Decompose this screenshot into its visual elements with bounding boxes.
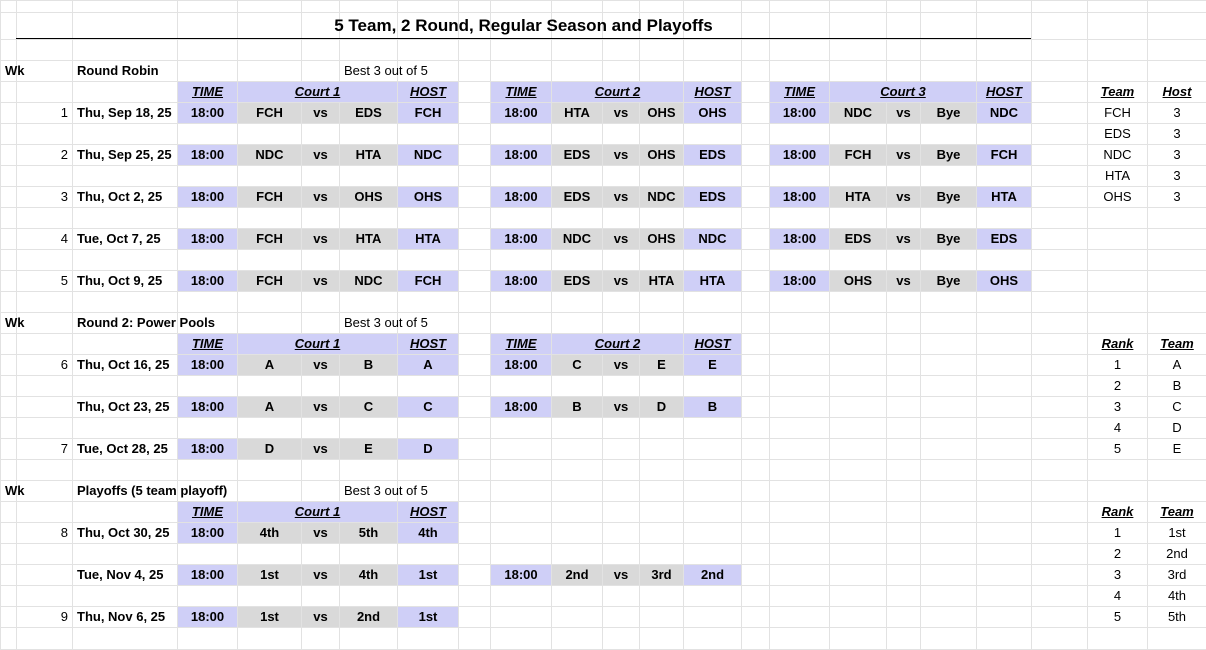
c2-vs: vs bbox=[603, 187, 639, 207]
c3-team-b[interactable]: Bye bbox=[921, 187, 976, 207]
c2-game-time[interactable]: 18:00 bbox=[491, 187, 551, 207]
rank_table_1-team[interactable]: D bbox=[1172, 420, 1182, 435]
c1-game-host[interactable]: 1st bbox=[398, 565, 458, 585]
c3-team-a[interactable]: FCH bbox=[830, 145, 886, 165]
wk-label: Wk bbox=[5, 483, 25, 498]
c2-game-host[interactable]: E bbox=[684, 355, 741, 375]
c1-team-a[interactable]: FCH bbox=[238, 103, 301, 123]
c2-court-header: Court 2 bbox=[552, 82, 683, 102]
c1-team-b[interactable]: 2nd bbox=[340, 607, 397, 627]
c3-game-time[interactable]: 18:00 bbox=[770, 145, 829, 165]
c2-team-b[interactable]: E bbox=[640, 355, 683, 375]
c1-team-a[interactable]: A bbox=[238, 355, 301, 375]
host_table-host[interactable]: 3 bbox=[1173, 168, 1181, 183]
host_table-host[interactable]: 3 bbox=[1173, 189, 1181, 204]
c1-game-time[interactable]: 18:00 bbox=[178, 103, 237, 123]
c1-game-host[interactable]: HTA bbox=[398, 229, 458, 249]
c1-host-header: HOST bbox=[398, 502, 458, 522]
c1-game-host[interactable]: 4th bbox=[398, 523, 458, 543]
c3-game-host[interactable]: FCH bbox=[977, 145, 1031, 165]
c3-vs: vs bbox=[887, 145, 920, 165]
game-date: Thu, Oct 16, 25 bbox=[77, 357, 170, 372]
c2-game-time[interactable]: 18:00 bbox=[491, 103, 551, 123]
c1-game-time[interactable]: 18:00 bbox=[178, 397, 237, 417]
host_table-col1-header: Team bbox=[1100, 84, 1135, 99]
host_table-team[interactable]: HTA bbox=[1104, 168, 1131, 183]
rank_table_2-team[interactable]: 3rd bbox=[1167, 567, 1187, 582]
game-date: Thu, Oct 30, 25 bbox=[77, 525, 170, 540]
c1-host-header: HOST bbox=[398, 82, 458, 102]
c3-time-header: TIME bbox=[770, 82, 829, 102]
c1-team-b[interactable]: NDC bbox=[340, 271, 397, 291]
c3-game-time[interactable]: 18:00 bbox=[770, 229, 829, 249]
c3-team-b[interactable]: Bye bbox=[921, 271, 976, 291]
c1-vs: vs bbox=[302, 145, 339, 165]
c1-team-a[interactable]: 4th bbox=[238, 523, 301, 543]
game-date: Thu, Nov 6, 25 bbox=[77, 609, 166, 624]
c1-vs: vs bbox=[302, 187, 339, 207]
c1-team-a[interactable]: 1st bbox=[238, 607, 301, 627]
c2-team-a[interactable]: C bbox=[552, 355, 602, 375]
wk-label: Wk bbox=[5, 63, 25, 78]
c2-host-header: HOST bbox=[684, 334, 741, 354]
wk-label: Wk bbox=[5, 315, 25, 330]
c3-team-a[interactable]: NDC bbox=[830, 103, 886, 123]
c1-vs: vs bbox=[302, 439, 339, 459]
c1-game-host[interactable]: C bbox=[398, 397, 458, 417]
rank_table_2-rank[interactable]: 2 bbox=[1113, 546, 1122, 561]
week-number bbox=[17, 565, 72, 585]
week-number: 1 bbox=[60, 105, 68, 120]
week-number: 5 bbox=[60, 273, 68, 288]
playoffs-label: Playoffs (5 team playoff) bbox=[77, 483, 228, 498]
c2-vs: vs bbox=[603, 103, 639, 123]
c1-vs: vs bbox=[302, 271, 339, 291]
rank_table_2-col2-header: Team bbox=[1160, 504, 1194, 519]
c2-vs: vs bbox=[603, 271, 639, 291]
host_table-host[interactable]: 3 bbox=[1173, 105, 1181, 120]
playoffs-note: Best 3 out of 5 bbox=[344, 483, 428, 498]
c2-team-a[interactable]: 2nd bbox=[552, 565, 602, 585]
c2-team-b[interactable]: NDC bbox=[640, 187, 683, 207]
c3-team-a[interactable]: EDS bbox=[830, 229, 886, 249]
host_table-host[interactable]: 3 bbox=[1173, 147, 1181, 162]
c1-vs: vs bbox=[302, 607, 339, 627]
c3-game-time[interactable]: 18:00 bbox=[770, 187, 829, 207]
c2-game-time[interactable]: 18:00 bbox=[491, 355, 551, 375]
c1-team-a[interactable]: A bbox=[238, 397, 301, 417]
week-number: 3 bbox=[60, 189, 68, 204]
c1-game-time[interactable]: 18:00 bbox=[178, 607, 237, 627]
c1-team-b[interactable]: B bbox=[340, 355, 397, 375]
c1-game-host[interactable]: A bbox=[398, 355, 458, 375]
c3-vs: vs bbox=[887, 187, 920, 207]
c1-team-a[interactable]: 1st bbox=[238, 565, 301, 585]
c1-game-time[interactable]: 18:00 bbox=[178, 271, 237, 291]
c2-game-time[interactable]: 18:00 bbox=[491, 397, 551, 417]
c1-team-b[interactable]: OHS bbox=[340, 187, 397, 207]
rank_table_2-team[interactable]: 2nd bbox=[1166, 546, 1188, 561]
c1-vs: vs bbox=[302, 523, 339, 543]
game-date: Thu, Oct 2, 25 bbox=[77, 189, 163, 204]
c2-game-time[interactable]: 18:00 bbox=[491, 565, 551, 585]
game-date: Thu, Oct 9, 25 bbox=[77, 273, 163, 288]
c1-team-a[interactable]: FCH bbox=[238, 271, 301, 291]
c3-game-time[interactable]: 18:00 bbox=[770, 271, 829, 291]
c1-game-time[interactable]: 18:00 bbox=[178, 565, 237, 585]
rank_table_2-team[interactable]: 4th bbox=[1167, 588, 1187, 603]
c2-team-a[interactable]: EDS bbox=[552, 187, 602, 207]
c1-team-b[interactable]: E bbox=[340, 439, 397, 459]
c1-vs: vs bbox=[302, 397, 339, 417]
c1-game-host[interactable]: OHS bbox=[398, 187, 458, 207]
week-number bbox=[17, 397, 72, 417]
c2-team-a[interactable]: EDS bbox=[552, 145, 602, 165]
c1-team-b[interactable]: 5th bbox=[340, 523, 397, 543]
c3-team-b[interactable]: Bye bbox=[921, 229, 976, 249]
c3-vs: vs bbox=[887, 103, 920, 123]
c1-game-time[interactable]: 18:00 bbox=[178, 523, 237, 543]
c2-host-header: HOST bbox=[684, 82, 741, 102]
power_pools-note: Best 3 out of 5 bbox=[344, 315, 428, 330]
rank_table_2-col1-header: Rank bbox=[1101, 504, 1134, 519]
rank_table_2-rank[interactable]: 1 bbox=[1113, 525, 1122, 540]
c2-team-a[interactable]: B bbox=[552, 397, 602, 417]
rank_table_1-team[interactable]: C bbox=[1172, 399, 1182, 414]
c2-game-host[interactable]: HTA bbox=[684, 271, 741, 291]
c2-team-b[interactable]: HTA bbox=[640, 271, 683, 291]
c1-vs: vs bbox=[302, 103, 339, 123]
c2-team-a[interactable]: HTA bbox=[552, 103, 602, 123]
c1-team-a[interactable]: D bbox=[238, 439, 301, 459]
round_robin-note: Best 3 out of 5 bbox=[344, 63, 428, 78]
c1-court-header: Court 1 bbox=[238, 82, 397, 102]
c2-vs: vs bbox=[603, 355, 639, 375]
c1-game-time[interactable]: 18:00 bbox=[178, 145, 237, 165]
c2-vs: vs bbox=[603, 397, 639, 417]
c2-game-time[interactable]: 18:00 bbox=[491, 229, 551, 249]
c2-court-header: Court 2 bbox=[552, 334, 683, 354]
rank_table_1-team[interactable]: A bbox=[1172, 357, 1182, 372]
c1-team-b[interactable]: C bbox=[340, 397, 397, 417]
c1-vs: vs bbox=[302, 229, 339, 249]
c3-host-header: HOST bbox=[977, 82, 1031, 102]
page-title: 5 Team, 2 Round, Regular Season and Playoffs bbox=[16, 13, 1031, 39]
c1-game-time[interactable]: 18:00 bbox=[178, 439, 237, 459]
c3-team-b[interactable]: Bye bbox=[921, 145, 976, 165]
host_table-team[interactable]: EDS bbox=[1104, 126, 1131, 141]
week-number: 2 bbox=[60, 147, 68, 162]
c1-game-host[interactable]: NDC bbox=[398, 145, 458, 165]
rank_table_1-rank[interactable]: 4 bbox=[1113, 420, 1122, 435]
week-number: 8 bbox=[60, 525, 68, 540]
rank_table_1-team[interactable]: B bbox=[1172, 378, 1182, 393]
c3-game-time[interactable]: 18:00 bbox=[770, 103, 829, 123]
c2-team-b[interactable]: OHS bbox=[640, 103, 683, 123]
round_robin-label: Round Robin bbox=[77, 63, 159, 78]
c2-game-host[interactable]: B bbox=[684, 397, 741, 417]
c2-team-b[interactable]: OHS bbox=[640, 229, 683, 249]
c2-vs: vs bbox=[603, 145, 639, 165]
c3-court-header: Court 3 bbox=[830, 82, 976, 102]
c2-game-host[interactable]: 2nd bbox=[684, 565, 741, 585]
c1-game-host[interactable]: D bbox=[398, 439, 458, 459]
c2-vs: vs bbox=[603, 229, 639, 249]
c2-game-time[interactable]: 18:00 bbox=[491, 271, 551, 291]
game-date: Tue, Oct 28, 25 bbox=[77, 441, 168, 456]
c1-team-a[interactable]: NDC bbox=[238, 145, 301, 165]
c2-time-header: TIME bbox=[491, 82, 551, 102]
host_table-col2-header: Host bbox=[1162, 84, 1192, 99]
c1-team-b[interactable]: HTA bbox=[340, 145, 397, 165]
c1-host-header: HOST bbox=[398, 334, 458, 354]
c2-game-host[interactable]: EDS bbox=[684, 145, 741, 165]
host_table-team[interactable]: OHS bbox=[1103, 189, 1132, 204]
c1-game-host[interactable]: 1st bbox=[398, 607, 458, 627]
c1-game-host[interactable]: FCH bbox=[398, 271, 458, 291]
c1-time-header: TIME bbox=[178, 502, 237, 522]
host_table-team[interactable]: FCH bbox=[1104, 105, 1131, 120]
c1-time-header: TIME bbox=[178, 334, 237, 354]
c1-team-b[interactable]: HTA bbox=[340, 229, 397, 249]
c3-team-b[interactable]: Bye bbox=[921, 103, 976, 123]
rank_table_2-rank[interactable]: 4 bbox=[1113, 588, 1122, 603]
host_table-team[interactable]: NDC bbox=[1103, 147, 1132, 162]
c3-team-a[interactable]: HTA bbox=[830, 187, 886, 207]
c3-game-host[interactable]: NDC bbox=[977, 103, 1031, 123]
c2-team-a[interactable]: EDS bbox=[552, 271, 602, 291]
rank_table_2-rank[interactable]: 3 bbox=[1113, 567, 1122, 582]
c1-time-header: TIME bbox=[178, 82, 237, 102]
week-number: 7 bbox=[60, 441, 68, 456]
c1-game-time[interactable]: 18:00 bbox=[178, 229, 237, 249]
c3-vs: vs bbox=[887, 229, 920, 249]
c3-game-host[interactable]: HTA bbox=[977, 187, 1031, 207]
c2-team-b[interactable]: D bbox=[640, 397, 683, 417]
power_pools-label: Round 2: Power Pools bbox=[77, 315, 215, 330]
rank_table_1-rank[interactable]: 3 bbox=[1113, 399, 1122, 414]
c2-time-header: TIME bbox=[491, 334, 551, 354]
c2-game-host[interactable]: NDC bbox=[684, 229, 741, 249]
c1-team-b[interactable]: EDS bbox=[340, 103, 397, 123]
c2-game-time[interactable]: 18:00 bbox=[491, 145, 551, 165]
c1-game-time[interactable]: 18:00 bbox=[178, 355, 237, 375]
c3-game-host[interactable]: OHS bbox=[977, 271, 1031, 291]
c1-team-a[interactable]: FCH bbox=[238, 187, 301, 207]
week-number: 6 bbox=[60, 357, 68, 372]
rank_table_1-rank[interactable]: 2 bbox=[1113, 378, 1122, 393]
c1-vs: vs bbox=[302, 565, 339, 585]
c1-team-b[interactable]: 4th bbox=[340, 565, 397, 585]
c2-team-b[interactable]: 3rd bbox=[640, 565, 683, 585]
rank_table_1-col2-header: Team bbox=[1160, 336, 1194, 351]
c2-game-host[interactable]: EDS bbox=[684, 187, 741, 207]
c1-court-header: Court 1 bbox=[238, 334, 397, 354]
week-number: 4 bbox=[60, 231, 68, 246]
c1-vs: vs bbox=[302, 355, 339, 375]
rank_table_1-rank[interactable]: 1 bbox=[1113, 357, 1122, 372]
c3-vs: vs bbox=[887, 271, 920, 291]
c2-game-host[interactable]: OHS bbox=[684, 103, 741, 123]
c1-team-a[interactable]: FCH bbox=[238, 229, 301, 249]
rank_table_2-team[interactable]: 5th bbox=[1167, 609, 1187, 624]
c3-team-a[interactable]: OHS bbox=[830, 271, 886, 291]
game-date: Thu, Sep 25, 25 bbox=[77, 147, 172, 162]
c2-team-a[interactable]: NDC bbox=[552, 229, 602, 249]
game-date: Thu, Sep 18, 25 bbox=[77, 105, 172, 120]
host_table-host[interactable]: 3 bbox=[1173, 126, 1181, 141]
rank_table_2-team[interactable]: 1st bbox=[1168, 525, 1186, 540]
game-date: Thu, Oct 23, 25 bbox=[77, 399, 170, 414]
c1-game-time[interactable]: 18:00 bbox=[178, 187, 237, 207]
rank_table_2-rank[interactable]: 5 bbox=[1113, 609, 1122, 624]
rank_table_1-col1-header: Rank bbox=[1101, 336, 1134, 351]
c3-game-host[interactable]: EDS bbox=[977, 229, 1031, 249]
rank_table_1-team[interactable]: E bbox=[1172, 441, 1182, 456]
c1-game-host[interactable]: FCH bbox=[398, 103, 458, 123]
week-number: 9 bbox=[60, 609, 68, 624]
c2-team-b[interactable]: OHS bbox=[640, 145, 683, 165]
c1-court-header: Court 1 bbox=[238, 502, 397, 522]
game-date: Tue, Oct 7, 25 bbox=[77, 231, 161, 246]
game-date: Tue, Nov 4, 25 bbox=[77, 567, 164, 582]
c2-vs: vs bbox=[603, 565, 639, 585]
rank_table_1-rank[interactable]: 5 bbox=[1113, 441, 1122, 456]
